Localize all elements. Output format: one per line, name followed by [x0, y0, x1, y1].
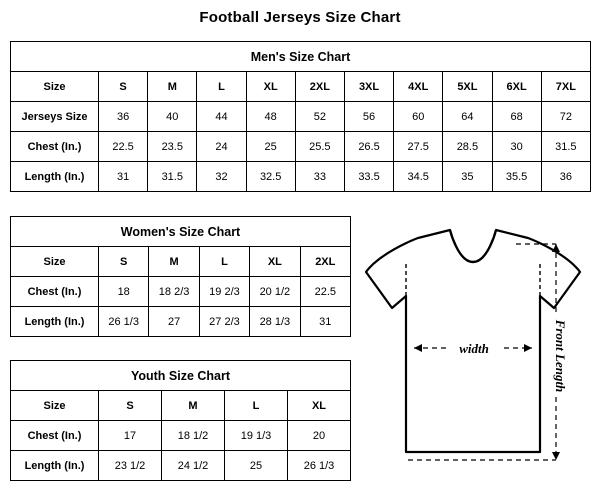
table-row	[11, 277, 351, 307]
table-cell: 36	[99, 102, 148, 132]
table-cell: 26 1/3	[288, 451, 351, 481]
row-label: Length (In.)	[11, 307, 99, 337]
table-cell: 64	[443, 102, 492, 132]
womens-title-row	[11, 217, 351, 247]
row-label: Chest (In.)	[11, 132, 99, 162]
table-cell: 26 1/3	[99, 307, 149, 337]
table-cell: 33.5	[344, 162, 393, 192]
table-cell: 31.5	[541, 132, 590, 162]
mens-table	[10, 41, 591, 192]
table-cell: 19 1/3	[225, 421, 288, 451]
mens-title: Men's Size Chart	[11, 42, 591, 72]
table-cell: 20	[288, 421, 351, 451]
womens-table	[10, 216, 351, 337]
column-header: L	[197, 72, 246, 102]
column-header: M	[162, 391, 225, 421]
table-cell: 19 2/3	[199, 277, 249, 307]
column-header: L	[225, 391, 288, 421]
table-cell: 25	[246, 132, 295, 162]
youth-table-body	[11, 361, 351, 481]
table-cell: 35	[443, 162, 492, 192]
table-row	[11, 391, 351, 421]
table-cell: 33	[295, 162, 344, 192]
table-cell: 27	[149, 307, 199, 337]
table-cell: 28 1/3	[250, 307, 300, 337]
column-header: 2XL	[300, 247, 350, 277]
table-cell: 17	[99, 421, 162, 451]
table-cell: 24	[197, 132, 246, 162]
table-cell: 68	[492, 102, 541, 132]
column-header: XL	[250, 247, 300, 277]
row-label: Size	[11, 247, 99, 277]
table-row	[11, 451, 351, 481]
mens-table-body	[11, 42, 591, 192]
row-label: Length (In.)	[11, 451, 99, 481]
jersey-measurement-diagram	[356, 216, 590, 480]
table-cell: 27.5	[394, 132, 443, 162]
table-row	[11, 421, 351, 451]
row-label: Jerseys Size	[11, 102, 99, 132]
table-cell: 72	[541, 102, 590, 132]
table-cell: 56	[344, 102, 393, 132]
youth-size-chart	[10, 360, 350, 481]
row-label: Size	[11, 391, 99, 421]
table-cell: 36	[541, 162, 590, 192]
front-length-label: Front Length	[553, 319, 568, 393]
column-header: 2XL	[295, 72, 344, 102]
column-header: 7XL	[541, 72, 590, 102]
table-cell: 20 1/2	[250, 277, 300, 307]
table-cell: 32	[197, 162, 246, 192]
column-header: 6XL	[492, 72, 541, 102]
page-title: Football Jerseys Size Chart	[199, 9, 401, 26]
table-row	[11, 102, 591, 132]
column-header: S	[99, 72, 148, 102]
row-label: Chest (In.)	[11, 277, 99, 307]
womens-table-body	[11, 217, 351, 337]
table-cell: 23 1/2	[99, 451, 162, 481]
table-cell: 31.5	[148, 162, 197, 192]
table-row	[11, 307, 351, 337]
womens-size-chart	[10, 216, 350, 337]
table-cell: 22.5	[300, 277, 350, 307]
youth-table	[10, 360, 351, 481]
table-cell: 22.5	[99, 132, 148, 162]
table-row	[11, 132, 591, 162]
table-cell: 25	[225, 451, 288, 481]
table-cell: 18 1/2	[162, 421, 225, 451]
column-header: XL	[288, 391, 351, 421]
table-cell: 18	[99, 277, 149, 307]
table-cell: 25.5	[295, 132, 344, 162]
youth-title: Youth Size Chart	[11, 361, 351, 391]
row-label: Chest (In.)	[11, 421, 99, 451]
table-cell: 60	[394, 102, 443, 132]
table-cell: 40	[148, 102, 197, 132]
column-header: 4XL	[394, 72, 443, 102]
table-row	[11, 247, 351, 277]
youth-title-row	[11, 361, 351, 391]
column-header: 3XL	[344, 72, 393, 102]
length-arrow-top	[552, 244, 560, 252]
table-row	[11, 72, 591, 102]
table-cell: 26.5	[344, 132, 393, 162]
table-cell: 30	[492, 132, 541, 162]
table-cell: 27 2/3	[199, 307, 249, 337]
row-label: Size	[11, 72, 99, 102]
length-arrow-bottom	[552, 452, 560, 460]
table-row	[11, 162, 591, 192]
table-cell: 44	[197, 102, 246, 132]
table-cell: 35.5	[492, 162, 541, 192]
column-header: M	[148, 72, 197, 102]
table-cell: 34.5	[394, 162, 443, 192]
row-label: Length (In.)	[11, 162, 99, 192]
table-cell: 31	[300, 307, 350, 337]
mens-title-row	[11, 42, 591, 72]
column-header: 5XL	[443, 72, 492, 102]
table-cell: 24 1/2	[162, 451, 225, 481]
column-header: L	[199, 247, 249, 277]
width-label: width	[459, 341, 489, 356]
womens-title: Women's Size Chart	[11, 217, 351, 247]
column-header: XL	[246, 72, 295, 102]
column-header: S	[99, 391, 162, 421]
table-cell: 52	[295, 102, 344, 132]
table-cell: 23.5	[148, 132, 197, 162]
table-cell: 18 2/3	[149, 277, 199, 307]
table-cell: 48	[246, 102, 295, 132]
table-cell: 28.5	[443, 132, 492, 162]
table-cell: 32.5	[246, 162, 295, 192]
mens-size-chart	[10, 41, 590, 192]
column-header: S	[99, 247, 149, 277]
column-header: M	[149, 247, 199, 277]
jersey-illustration-svg	[356, 216, 590, 480]
table-cell: 31	[99, 162, 148, 192]
